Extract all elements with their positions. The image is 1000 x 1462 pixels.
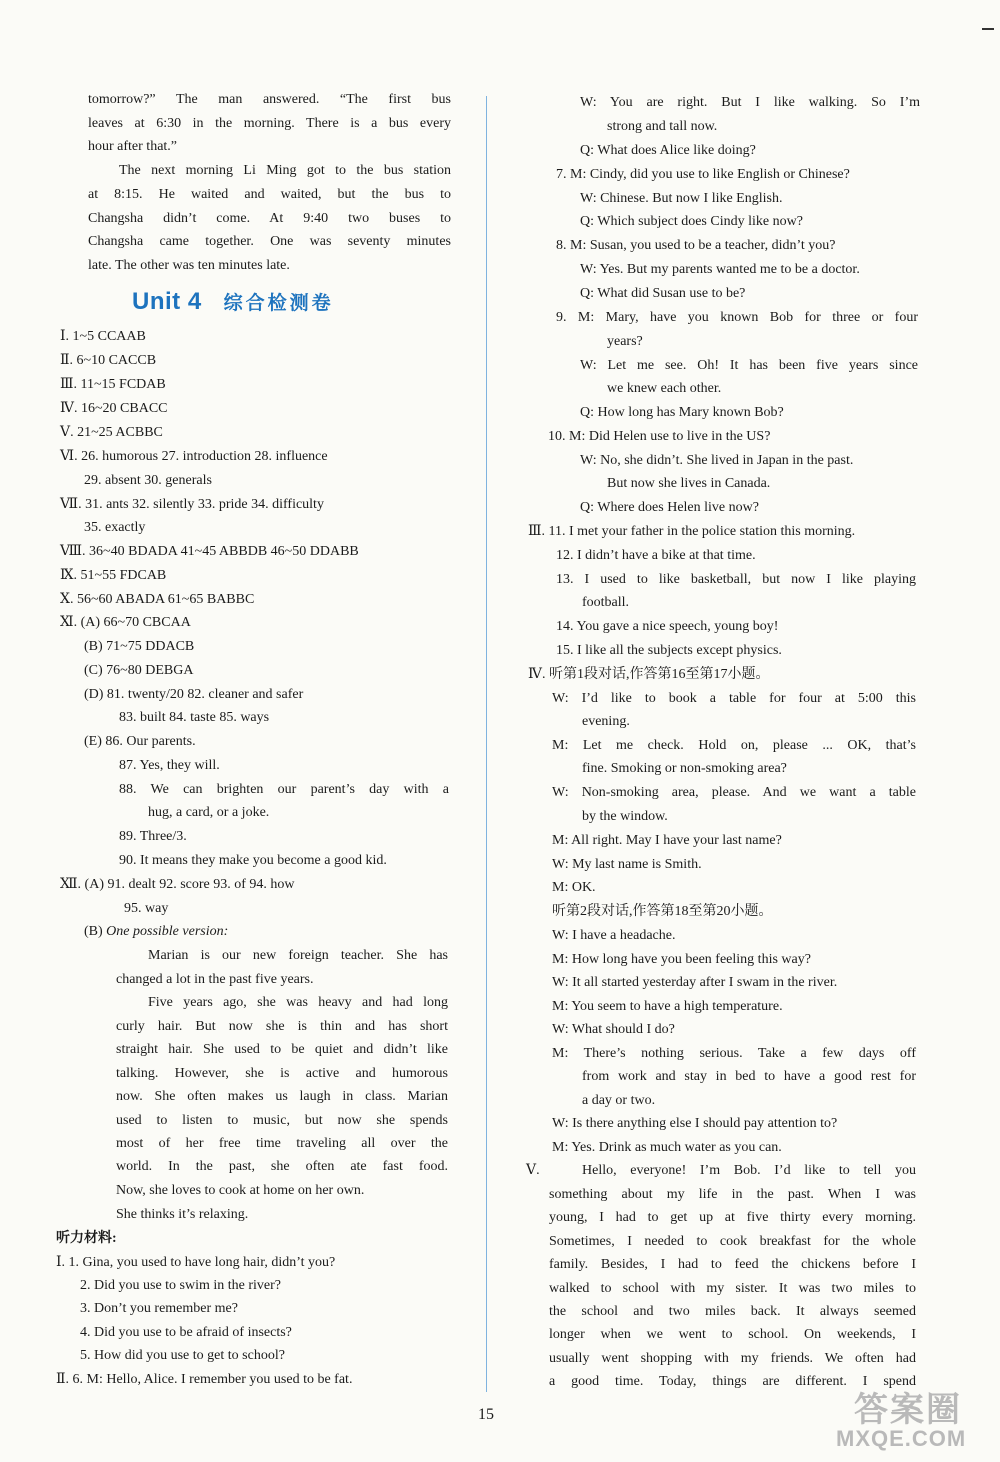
passage-line: the school and two miles back. It always seemed [549,1304,916,1319]
answer-line: hug, a card, or a joke. [148,805,270,820]
dialogue-line: 14. You gave a nice speech, young boy! [556,619,779,634]
text-line: Changsha didn’t come. At 9:40 two buses to [88,211,451,226]
dialogue-line: 10. M: Did Helen use to live in the US? [548,429,771,444]
dialogue-line: by the window. [582,809,668,824]
answer-line: 83. built 84. taste 85. ways [119,710,270,725]
dialogue-line: M: How long have you been feeling this way? [552,952,811,967]
passage-line: Hello, everyone! I’m Bob. I’d like to tell you [582,1163,916,1178]
dialogue-line: M: There’s nothing serious. Take a few days off [552,1046,916,1061]
dialogue-line: W: My last name is Smith. [552,857,702,872]
answer-line: 29. absent 30. generals [84,473,212,488]
page-number: 15 [478,1406,494,1423]
section-heading: 听第2段对话,作答第18至第20小题。 [552,904,773,919]
listening-line: 5. How did you use to get to school? [80,1348,285,1363]
watermark-logo [816,1382,986,1452]
listening-line: 3. Don’t you remember me? [80,1301,238,1316]
answer-line: Ⅵ. 26. humorous 27. introduction 28. influence [60,449,328,464]
dialogue-line: W: Non-smoking area, please. And we want a table [552,785,916,800]
unit-title-cn: 综合检测卷 [223,293,334,314]
dialogue-line: a day or two. [582,1093,656,1108]
essay-line: straight hair. She used to be quiet and didn’t like [116,1042,448,1057]
answer-line: (B) 71~75 DDACB [84,639,195,654]
section-heading: Ⅳ. 听第1段对话,作答第16至第17小题。 [528,667,770,682]
dialogue-line: W: Let me see. Oh! It has been five years since [580,358,918,373]
answer-line: Ⅻ. (A) 91. dealt 92. score 93. of 94. how [60,877,295,892]
essay-line: Now, she loves to cook at home on her own. [116,1183,365,1198]
answer-line: 90. It means they make you become a good kid. [119,853,387,868]
dialogue-line: W: I have a headache. [552,928,676,943]
dialogue-line: we knew each other. [607,381,722,396]
essay-line: now. She often makes us laugh in class. Marian [116,1089,448,1104]
essay-line: Marian is our new foreign teacher. She has [148,948,448,963]
answer-line: Ⅷ. 36~40 BDADA 41~45 ABBDB 46~50 DDABB [60,544,359,559]
answer-line: Ⅹ. 56~60 ABADA 61~65 BABBC [60,592,255,607]
passage-line: usually went shopping with my friends. We often had [549,1351,916,1366]
answer-line: Ⅸ. 51~55 FDCAB [60,568,167,583]
dialogue-line: years? [607,334,643,349]
essay-line: changed a lot in the past five years. [116,972,314,987]
text-line: The next morning Li Ming got to the bus station [119,163,451,178]
watermark-text: 答案圈 [854,1391,962,1429]
dialogue-line: W: Yes. But my parents wanted me to be a doctor. [580,262,860,277]
listening-line: 4. Did you use to be afraid of insects? [80,1325,292,1340]
text-line: leaves at 6:30 in the morning. There is a bus every [88,116,451,131]
dialogue-line: M: OK. [552,880,596,895]
dialogue-line: But now she lives in Canada. [607,476,771,491]
answer-line: Ⅴ. 21~25 ACBBC [60,425,163,440]
dialogue-line: 13. I used to like basketball, but now I like playing [556,572,916,587]
listening-line: 2. Did you use to swim in the river? [80,1278,282,1293]
essay-line: talking. However, she is active and humorous [116,1066,448,1081]
dialogue-line: Q: What does Alice like doing? [580,143,756,158]
dialogue-line: 12. I didn’t have a bike at that time. [556,548,756,563]
text-line: at 8:15. He waited and waited, but the bus to [88,187,451,202]
answer-line: 89. Three/3. [119,829,187,844]
dialogue-line: Q: What did Susan use to be? [580,286,746,301]
dialogue-line: 7. M: Cindy, did you use to like English or Chinese? [556,167,850,182]
dialogue-line: M: All right. May I have your last name? [552,833,782,848]
listening-heading: 听力材料: [56,1231,117,1246]
dialogue-line: 15. I like all the subjects except physics. [556,643,782,658]
dialogue-line: W: It all started yesterday after I swam in the river. [552,975,838,990]
dialogue-line: Ⅲ. 11. I met your father in the police station this morning. [528,524,856,539]
answer-line: Ⅺ. (A) 66~70 CBCAA [60,615,191,630]
answer-line: 88. We can brighten our parent’s day with a [119,782,449,797]
answer-line: (D) 81. twenty/20 82. cleaner and safer [84,687,304,702]
passage-line: family. Besides, I had to feed the chickens before I [549,1257,916,1272]
section-heading: Ⅴ. [526,1163,540,1178]
essay-line: most of her free time traveling all over the [116,1136,448,1151]
text-line: hour after that.” [88,139,178,154]
dialogue-line: W: Chinese. But now I like English. [580,191,783,206]
watermark-url: MXQE.COM [836,1426,967,1451]
part-label: (B) [84,924,107,939]
dialogue-line: evening. [582,714,630,729]
version-label: One possible version: [106,924,229,939]
text-line: Changsha came together. One was seventy minutes [88,234,451,249]
answer-line: Ⅲ. 11~15 FCDAB [60,377,166,392]
corner-mark [982,28,994,30]
column-divider [486,96,487,1392]
dialogue-line: W: You are right. But I like walking. So I’m [580,95,920,110]
passage-line: walked to school with my sister. It was two miles to [549,1281,916,1296]
answer-line: Ⅳ. 16~20 CBACC [60,401,168,416]
essay-line: used to listen to music, but now she spends [116,1113,448,1128]
dialogue-line: 9. M: Mary, have you known Bob for three or four [556,310,918,325]
answer-line: Ⅶ. 31. ants 32. silently 33. pride 34. difficulty [60,497,324,512]
answer-line: Ⅱ. 6~10 CACCB [60,353,157,368]
dialogue-line: W: No, she didn’t. She lived in Japan in the past. [580,453,854,468]
answer-line: 95. way [124,901,169,916]
dialogue-line: M: You seem to have a high temperature. [552,999,783,1014]
answer-line: 87. Yes, they will. [119,758,220,773]
dialogue-line: W: Is there anything else I should pay attention to? [552,1116,838,1131]
answer-line [84,923,228,941]
text-line: tomorrow?” The man answered. “The first bus [88,92,451,107]
essay-line: Five years ago, she was heavy and had long [148,995,448,1010]
dialogue-line: M: Let me check. Hold on, please ... OK, that’s [552,738,916,753]
essay-line: curly hair. But now she is thin and has short [116,1019,448,1034]
unit-title [132,288,334,316]
dialogue-line: Q: Which subject does Cindy like now? [580,214,803,229]
dialogue-line: M: Yes. Drink as much water as you can. [552,1140,782,1155]
answer-line: (E) 86. Our parents. [84,734,196,749]
listening-line: Ⅱ. 6. M: Hello, Alice. I remember you used to be fat. [56,1372,353,1387]
unit-title-en: Unit 4 [132,288,202,315]
essay-line: world. In the past, she often ate fast food. [116,1159,448,1174]
dialogue-line: W: What should I do? [552,1022,675,1037]
passage-line: young, I had to get up at five thirty every morning. [549,1210,916,1225]
dialogue-line: fine. Smoking or non-smoking area? [582,761,787,776]
answer-line: Ⅰ. 1~5 CCAAB [60,329,146,344]
dialogue-line: Q: Where does Helen live now? [580,500,759,515]
dialogue-line: W: I’d like to book a table for four at 5:00 this [552,691,916,706]
answer-line: (C) 76~80 DEBGA [84,663,194,678]
dialogue-line: strong and tall now. [607,119,718,134]
dialogue-line: 8. M: Susan, you used to be a teacher, didn’t you? [556,238,836,253]
text-line: late. The other was ten minutes late. [88,258,290,273]
passage-line: something about my life in the past. When I was [549,1187,916,1202]
passage-line: longer when we went to school. On weekends, I [549,1327,916,1342]
passage-line: Sometimes, I needed to cook breakfast for the whole [549,1234,916,1249]
dialogue-line: Q: How long has Mary known Bob? [580,405,784,420]
answer-line: 35. exactly [84,520,146,535]
dialogue-line: from work and stay in bed to have a good rest for [582,1069,916,1084]
passage-line: a good time. Today, things are different. I spend [549,1374,916,1389]
dialogue-line: football. [582,595,630,610]
listening-line: Ⅰ. 1. Gina, you used to have long hair, didn’t you? [56,1255,336,1270]
essay-line: She thinks it’s relaxing. [116,1207,249,1222]
